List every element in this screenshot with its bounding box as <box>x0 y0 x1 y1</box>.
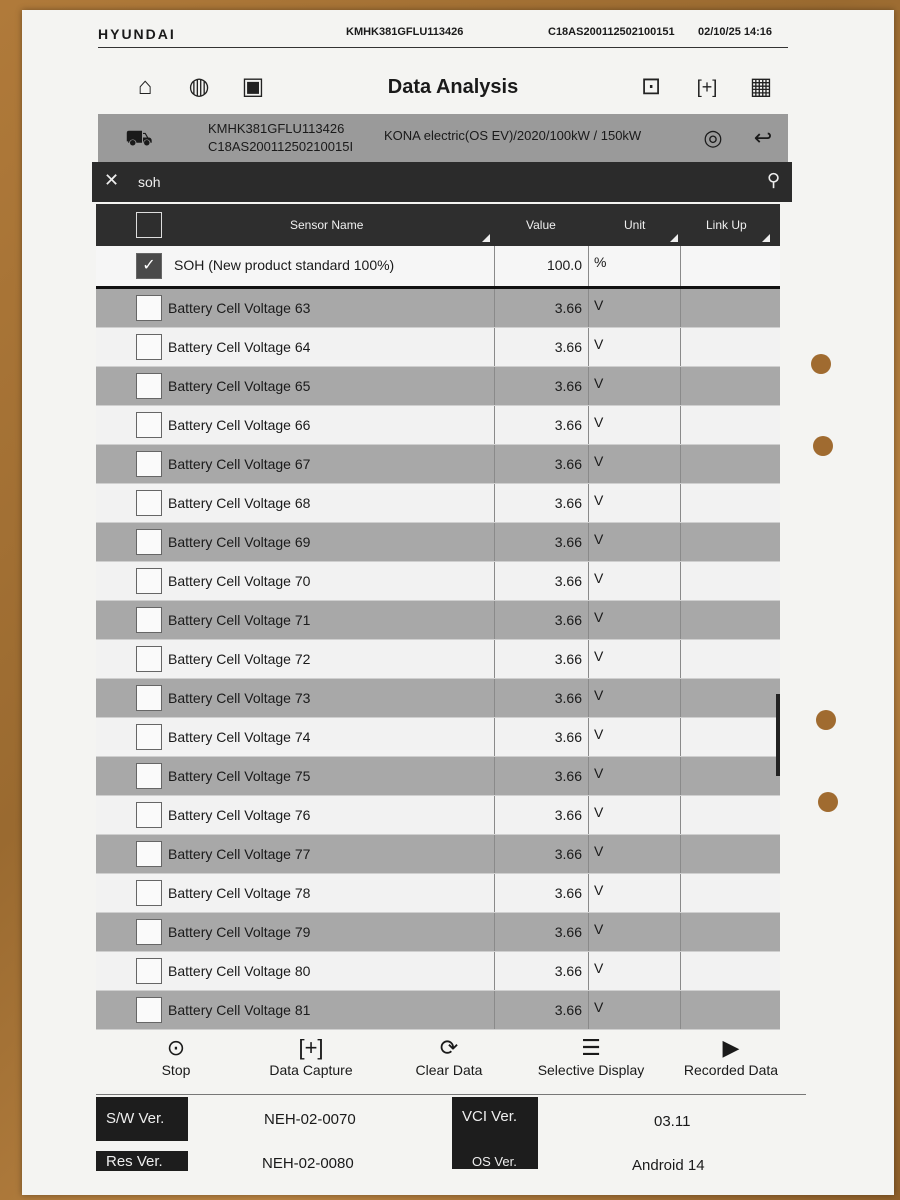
divider <box>680 484 681 522</box>
divider <box>680 445 681 483</box>
row-checkbox[interactable] <box>136 334 162 360</box>
sensor-name: Battery Cell Voltage 78 <box>168 885 311 901</box>
table-row[interactable] <box>96 679 780 718</box>
divider <box>588 991 589 1029</box>
print-header <box>98 26 788 46</box>
divider <box>680 991 681 1029</box>
table-row[interactable] <box>96 640 780 679</box>
ev-icon[interactable]: ▣ <box>241 73 265 100</box>
return-icon[interactable]: ↩ <box>753 125 773 150</box>
sensor-unit: V <box>594 921 604 937</box>
table-row-pinned[interactable] <box>96 246 780 289</box>
divider <box>588 601 589 639</box>
sensor-name: Battery Cell Voltage 77 <box>168 846 311 862</box>
table-row[interactable] <box>96 328 780 367</box>
divider <box>680 835 681 873</box>
sensor-unit: V <box>594 609 604 625</box>
divider <box>494 484 495 522</box>
table-row[interactable] <box>96 874 780 913</box>
sort-corner-icon <box>762 234 770 242</box>
sensor-name: Battery Cell Voltage 74 <box>168 729 311 745</box>
brand-logo: HYUNDAI <box>98 26 176 42</box>
res-version-label: Res Ver. <box>96 1151 188 1171</box>
sensor-value: 3.66 <box>554 300 582 316</box>
divider <box>494 991 495 1029</box>
divider <box>494 328 495 366</box>
sensor-unit: V <box>594 765 604 781</box>
sensor-name: Battery Cell Voltage 67 <box>168 456 311 472</box>
divider <box>588 640 589 678</box>
divider <box>588 757 589 795</box>
sensor-name: Battery Cell Voltage 81 <box>168 1002 311 1018</box>
vehicle-info-bar <box>98 114 788 162</box>
table-row[interactable] <box>96 562 780 601</box>
action-bar <box>96 1034 786 1094</box>
row-checkbox[interactable] <box>136 997 162 1023</box>
divider <box>588 445 589 483</box>
divider <box>494 757 495 795</box>
sensor-unit: V <box>594 960 604 976</box>
sensor-unit: V <box>594 843 604 859</box>
sensor-value: 3.66 <box>554 963 582 979</box>
divider <box>588 367 589 405</box>
sensor-name: SOH (New product standard 100%) <box>174 257 395 273</box>
table-row[interactable] <box>96 289 780 328</box>
divider <box>680 757 681 795</box>
divider <box>680 406 681 444</box>
divider <box>680 601 681 639</box>
divider <box>494 640 495 678</box>
sensor-value: 3.66 <box>554 534 582 550</box>
sensor-name: Battery Cell Voltage 80 <box>168 963 311 979</box>
sensor-unit: V <box>594 414 604 430</box>
sensor-unit: V <box>594 492 604 508</box>
divider <box>588 913 589 951</box>
divider <box>588 562 589 600</box>
sensor-name: Battery Cell Voltage 63 <box>168 300 311 316</box>
capture-icon: [+] <box>298 1035 324 1060</box>
page-title: Data Analysis <box>387 76 519 98</box>
sensor-value: 3.66 <box>554 924 582 940</box>
sensor-name: Battery Cell Voltage 70 <box>168 573 311 589</box>
divider <box>494 796 495 834</box>
sensor-value: 3.66 <box>554 690 582 706</box>
sensor-value: 100.0 <box>546 257 582 273</box>
divider <box>494 289 495 327</box>
sensor-name: Battery Cell Voltage 76 <box>168 807 311 823</box>
divider <box>494 601 495 639</box>
divider <box>680 796 681 834</box>
grid-icon[interactable]: ▦ <box>749 73 773 100</box>
sensor-value: 3.66 <box>554 729 582 745</box>
divider <box>588 796 589 834</box>
divider <box>588 679 589 717</box>
select-all-checkbox[interactable] <box>136 212 162 238</box>
scrollbar[interactable] <box>776 694 780 776</box>
row-checkbox-checked[interactable]: ✓ <box>136 253 162 279</box>
os-version-label: OS Ver. <box>472 1154 517 1169</box>
sensor-name: Battery Cell Voltage 73 <box>168 690 311 706</box>
divider <box>588 874 589 912</box>
vehicle-device-id: C18AS20011250210015I <box>208 139 354 154</box>
divider <box>494 835 495 873</box>
table-row[interactable] <box>96 796 780 835</box>
divider <box>680 718 681 756</box>
row-checkbox[interactable] <box>136 451 162 477</box>
capture-label: Data Capture <box>269 1062 353 1078</box>
divider <box>494 874 495 912</box>
table-row[interactable] <box>96 484 780 523</box>
divider <box>494 246 495 286</box>
refresh-icon: ⟳ <box>439 1035 459 1060</box>
sensor-unit: V <box>594 531 604 547</box>
divider <box>680 640 681 678</box>
table-body <box>96 289 780 1030</box>
divider <box>588 246 589 286</box>
divider <box>494 913 495 951</box>
col-unit[interactable]: Unit <box>624 218 646 232</box>
sensor-unit: % <box>594 254 607 270</box>
table-row[interactable] <box>96 835 780 874</box>
sw-version-value: NEH-02-0070 <box>264 1111 356 1128</box>
divider <box>680 913 681 951</box>
divider <box>680 679 681 717</box>
row-checkbox[interactable] <box>136 529 162 555</box>
divider <box>588 952 589 990</box>
sw-version-label: S/W Ver. <box>96 1097 188 1141</box>
sensor-unit: V <box>594 687 604 703</box>
divider <box>494 406 495 444</box>
divider <box>494 718 495 756</box>
capture-icon[interactable]: [+] <box>696 77 718 97</box>
sensor-value: 3.66 <box>554 768 582 784</box>
vehicle-vin: KMHK381GFLU113426 <box>208 121 345 136</box>
row-checkbox[interactable] <box>136 373 162 399</box>
sensor-unit: V <box>594 804 604 820</box>
vci-version-value: 03.11 <box>654 1113 691 1130</box>
sensor-unit: V <box>594 297 604 313</box>
sensor-name: Battery Cell Voltage 69 <box>168 534 311 550</box>
divider <box>680 952 681 990</box>
binder-hole <box>813 436 833 456</box>
sensor-value: 3.66 <box>554 885 582 901</box>
row-checkbox[interactable] <box>136 607 162 633</box>
divider <box>680 874 681 912</box>
vci-version-label: VCI Ver. <box>452 1097 538 1169</box>
toolbar <box>98 62 788 112</box>
bluetooth-vci-icon[interactable]: ⊡ <box>640 73 662 100</box>
row-checkbox[interactable] <box>136 880 162 906</box>
sensor-unit: V <box>594 648 604 664</box>
row-checkbox[interactable] <box>136 295 162 321</box>
row-checkbox[interactable] <box>136 958 162 984</box>
header-device-id: C18AS200112502100151 <box>548 26 675 38</box>
divider <box>680 562 681 600</box>
divider <box>494 523 495 561</box>
vehicle-ids <box>208 120 353 156</box>
clear-label: Clear Data <box>415 1062 483 1078</box>
res-version-value: NEH-02-0080 <box>262 1155 354 1172</box>
list-icon: ☰ <box>581 1035 601 1060</box>
search-bar <box>92 162 792 202</box>
sensor-name: Battery Cell Voltage 71 <box>168 612 311 628</box>
row-checkbox[interactable] <box>136 568 162 594</box>
divider <box>680 246 681 286</box>
divider <box>494 445 495 483</box>
table-row[interactable] <box>96 445 780 484</box>
sensor-unit: V <box>594 570 604 586</box>
close-icon[interactable]: ✕ <box>104 170 120 190</box>
sensor-name: Battery Cell Voltage 65 <box>168 378 311 394</box>
sensor-unit: V <box>594 336 604 352</box>
sensor-value: 3.66 <box>554 378 582 394</box>
row-checkbox[interactable] <box>136 490 162 516</box>
row-checkbox[interactable] <box>136 919 162 945</box>
row-checkbox[interactable] <box>136 763 162 789</box>
divider <box>588 718 589 756</box>
home-icon[interactable]: ⌂ <box>137 73 153 100</box>
table-row[interactable] <box>96 718 780 757</box>
binder-hole <box>816 710 836 730</box>
divider <box>680 523 681 561</box>
sensor-value: 3.66 <box>554 651 582 667</box>
divider <box>588 289 589 327</box>
sensor-value: 3.66 <box>554 456 582 472</box>
sensor-unit: V <box>594 882 604 898</box>
sensor-unit: V <box>594 375 604 391</box>
sensor-name: Battery Cell Voltage 68 <box>168 495 311 511</box>
sensor-value: 3.66 <box>554 417 582 433</box>
search-input[interactable]: soh <box>138 174 161 190</box>
sort-corner-icon <box>670 234 678 242</box>
stop-button[interactable] <box>146 1034 206 1078</box>
stop-label: Stop <box>161 1062 191 1078</box>
video-file-icon: ▶ <box>722 1035 740 1060</box>
sensor-name: Battery Cell Voltage 79 <box>168 924 311 940</box>
table-row[interactable] <box>96 757 780 796</box>
sensor-value: 3.66 <box>554 612 582 628</box>
sensor-value: 3.66 <box>554 846 582 862</box>
row-checkbox[interactable] <box>136 724 162 750</box>
row-checkbox[interactable] <box>136 646 162 672</box>
divider <box>680 289 681 327</box>
sensor-value: 3.66 <box>554 339 582 355</box>
col-value[interactable]: Value <box>526 218 556 232</box>
divider <box>98 47 788 48</box>
sort-corner-icon <box>482 234 490 242</box>
sensor-value: 3.66 <box>554 1002 582 1018</box>
row-checkbox[interactable] <box>136 841 162 867</box>
sensor-unit: V <box>594 999 604 1015</box>
divider <box>494 562 495 600</box>
row-checkbox[interactable] <box>136 802 162 828</box>
divider <box>494 952 495 990</box>
table-row[interactable] <box>96 406 780 445</box>
divider <box>588 835 589 873</box>
version-footer <box>96 1094 806 1174</box>
recorded-data-button[interactable] <box>676 1034 786 1078</box>
os-version-value: Android 14 <box>632 1157 705 1174</box>
divider <box>494 367 495 405</box>
table-row[interactable] <box>96 913 780 952</box>
sensor-name: Battery Cell Voltage 64 <box>168 339 311 355</box>
sensor-name: Battery Cell Voltage 75 <box>168 768 311 784</box>
col-sensor-name[interactable]: Sensor Name <box>290 218 364 232</box>
sensor-unit: V <box>594 453 604 469</box>
col-link-up[interactable]: Link Up <box>706 218 747 232</box>
waveform-icon[interactable]: ◎ <box>703 125 723 150</box>
table-row[interactable] <box>96 952 780 991</box>
divider <box>588 523 589 561</box>
search-icon[interactable]: ⚲ <box>766 170 780 190</box>
vehicle-model: KONA electric(OS EV)/2020/100kW / 150kW <box>384 128 642 143</box>
globe-icon[interactable]: ◍ <box>188 73 210 100</box>
table-row[interactable] <box>96 367 780 406</box>
clear-data-button[interactable] <box>404 1034 494 1078</box>
selective-display-button[interactable] <box>526 1034 656 1078</box>
car-check-icon[interactable]: ⛟ <box>125 125 153 150</box>
divider <box>588 484 589 522</box>
table-row[interactable] <box>96 601 780 640</box>
divider <box>494 679 495 717</box>
divider <box>680 328 681 366</box>
sensor-table <box>96 204 780 1030</box>
header-datetime: 02/10/25 14:16 <box>698 26 773 38</box>
header-vin: KMHK381GFLU113426 <box>346 26 464 38</box>
binder-hole <box>818 792 838 812</box>
sensor-name: Battery Cell Voltage 72 <box>168 651 311 667</box>
binder-hole <box>811 354 831 374</box>
table-row[interactable] <box>96 523 780 562</box>
sensor-name: Battery Cell Voltage 66 <box>168 417 311 433</box>
data-capture-button[interactable] <box>256 1034 366 1078</box>
stop-icon: ⊙ <box>166 1035 186 1060</box>
divider <box>588 406 589 444</box>
table-row[interactable] <box>96 991 780 1030</box>
row-checkbox[interactable] <box>136 412 162 438</box>
sensor-value: 3.66 <box>554 495 582 511</box>
selective-label: Selective Display <box>537 1062 645 1078</box>
sensor-value: 3.66 <box>554 573 582 589</box>
sensor-unit: V <box>594 726 604 742</box>
table-header <box>96 204 780 246</box>
divider <box>588 328 589 366</box>
sensor-value: 3.66 <box>554 807 582 823</box>
row-checkbox[interactable] <box>136 685 162 711</box>
recorded-label: Recorded Data <box>683 1062 779 1078</box>
divider <box>680 367 681 405</box>
